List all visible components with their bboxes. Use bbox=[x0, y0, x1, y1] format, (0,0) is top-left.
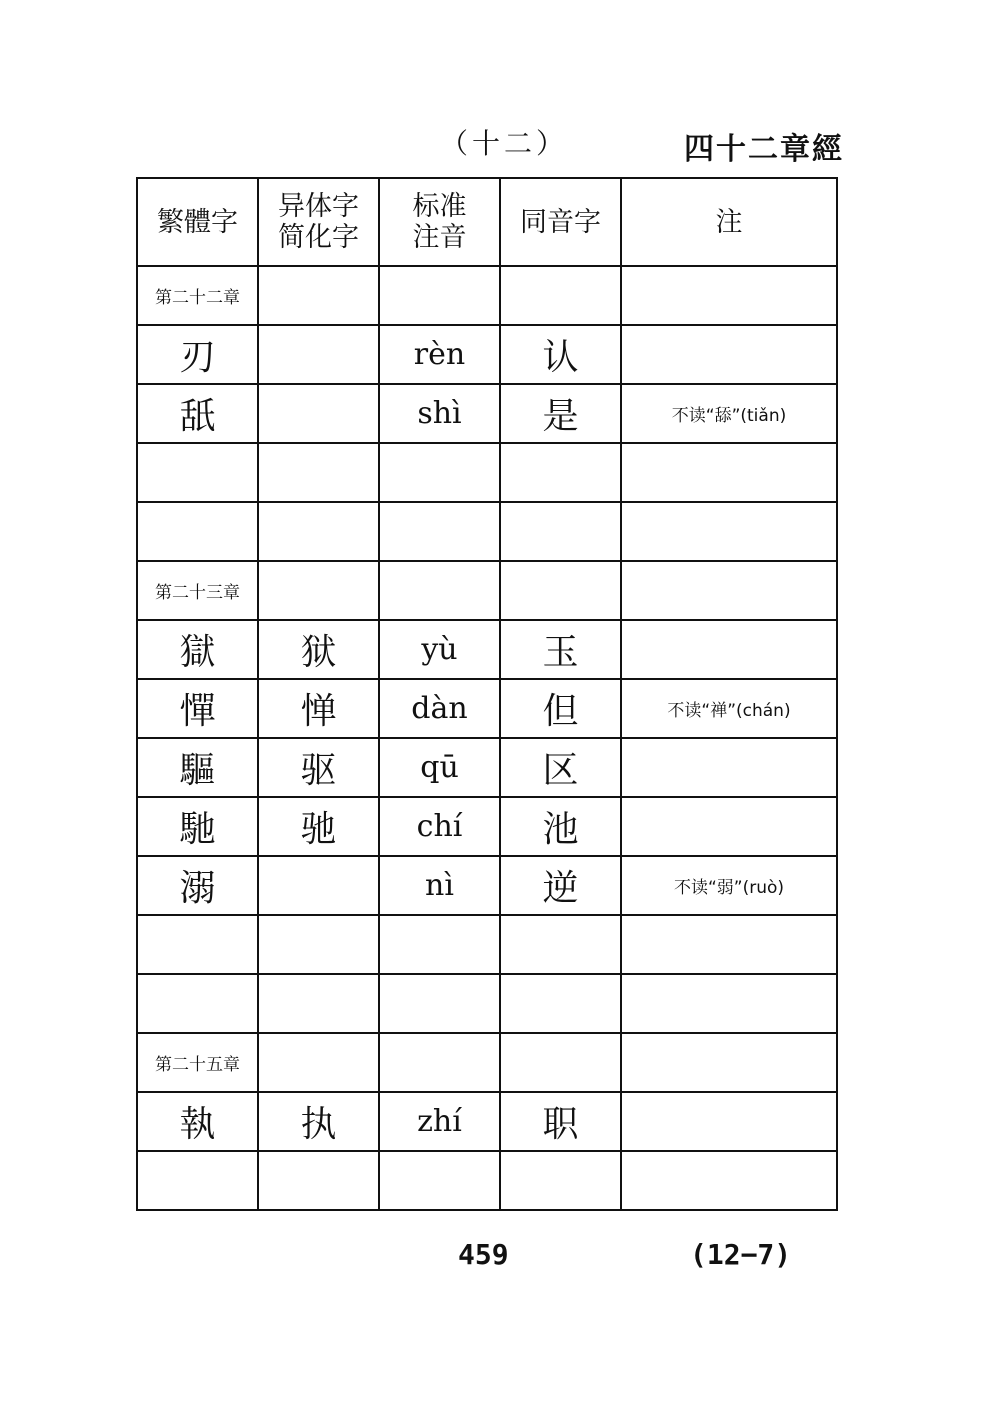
traditional-char: 驅 bbox=[137, 738, 258, 797]
character-table bbox=[136, 177, 838, 1211]
empty-cell bbox=[621, 443, 837, 502]
homophone-char: 职 bbox=[500, 1092, 621, 1151]
simplified-char: 驱 bbox=[258, 738, 379, 797]
table-row bbox=[137, 856, 837, 915]
pinyin: yù bbox=[379, 620, 500, 679]
chapter-label: 第二十五章 bbox=[137, 1033, 258, 1092]
blank-row bbox=[137, 915, 837, 974]
empty-cell bbox=[621, 1033, 837, 1092]
blank-row bbox=[137, 974, 837, 1033]
table-row bbox=[137, 679, 837, 738]
empty-cell bbox=[258, 1033, 379, 1092]
empty-cell bbox=[137, 502, 258, 561]
empty-cell bbox=[500, 1033, 621, 1092]
chapter-label: 第二十三章 bbox=[137, 561, 258, 620]
empty-cell bbox=[500, 1151, 621, 1210]
homophone-char: 认 bbox=[500, 325, 621, 384]
chapter-row bbox=[137, 1033, 837, 1092]
traditional-char: 憚 bbox=[137, 679, 258, 738]
simplified-char bbox=[258, 856, 379, 915]
traditional-char: 馳 bbox=[137, 797, 258, 856]
col-header-pinyin: 标准 注音 bbox=[379, 178, 500, 266]
simplified-char: 驰 bbox=[258, 797, 379, 856]
empty-cell bbox=[621, 1151, 837, 1210]
empty-cell bbox=[379, 443, 500, 502]
empty-cell bbox=[379, 974, 500, 1033]
homophone-char: 是 bbox=[500, 384, 621, 443]
empty-cell bbox=[137, 915, 258, 974]
col-header-note: 注 bbox=[621, 178, 837, 266]
empty-cell bbox=[379, 1033, 500, 1092]
note bbox=[621, 1092, 837, 1151]
simplified-char bbox=[258, 384, 379, 443]
pinyin: dàn bbox=[379, 679, 500, 738]
col-header-traditional: 繁體字 bbox=[137, 178, 258, 266]
col-header-simplified: 异体字 简化字 bbox=[258, 178, 379, 266]
empty-cell bbox=[500, 561, 621, 620]
empty-cell bbox=[258, 1151, 379, 1210]
homophone-char: 池 bbox=[500, 797, 621, 856]
empty-cell bbox=[621, 974, 837, 1033]
homophone-char: 玉 bbox=[500, 620, 621, 679]
chapter-label: 第二十二章 bbox=[137, 266, 258, 325]
empty-cell bbox=[621, 502, 837, 561]
pinyin: nì bbox=[379, 856, 500, 915]
traditional-char: 舐 bbox=[137, 384, 258, 443]
note: 不读“舔”(tiǎn) bbox=[621, 384, 837, 443]
pinyin: chí bbox=[379, 797, 500, 856]
col-header-homophone: 同音字 bbox=[500, 178, 621, 266]
table-row bbox=[137, 797, 837, 856]
empty-cell bbox=[500, 443, 621, 502]
empty-cell bbox=[500, 974, 621, 1033]
empty-cell bbox=[379, 1151, 500, 1210]
simplified-char bbox=[258, 325, 379, 384]
homophone-char: 区 bbox=[500, 738, 621, 797]
empty-cell bbox=[258, 974, 379, 1033]
traditional-char: 刃 bbox=[137, 325, 258, 384]
traditional-char: 執 bbox=[137, 1092, 258, 1151]
blank-row bbox=[137, 502, 837, 561]
simplified-char: 执 bbox=[258, 1092, 379, 1151]
empty-cell bbox=[621, 266, 837, 325]
pinyin: rèn bbox=[379, 325, 500, 384]
empty-cell bbox=[379, 502, 500, 561]
traditional-char: 溺 bbox=[137, 856, 258, 915]
table-row bbox=[137, 620, 837, 679]
blank-row bbox=[137, 1151, 837, 1210]
pinyin: qū bbox=[379, 738, 500, 797]
empty-cell bbox=[258, 266, 379, 325]
simplified-char: 惮 bbox=[258, 679, 379, 738]
page-number: 459 bbox=[458, 1238, 509, 1271]
empty-cell bbox=[379, 561, 500, 620]
empty-cell bbox=[500, 502, 621, 561]
empty-cell bbox=[258, 443, 379, 502]
traditional-char: 獄 bbox=[137, 620, 258, 679]
blank-row bbox=[137, 443, 837, 502]
note bbox=[621, 620, 837, 679]
pinyin: zhí bbox=[379, 1092, 500, 1151]
simplified-char: 狱 bbox=[258, 620, 379, 679]
page-code: (12−7) bbox=[690, 1238, 792, 1271]
homophone-char: 逆 bbox=[500, 856, 621, 915]
empty-cell bbox=[621, 561, 837, 620]
empty-cell bbox=[258, 561, 379, 620]
note bbox=[621, 325, 837, 384]
table-row bbox=[137, 738, 837, 797]
note bbox=[621, 738, 837, 797]
pinyin: shì bbox=[379, 384, 500, 443]
chapter-row bbox=[137, 266, 837, 325]
table-row bbox=[137, 325, 837, 384]
section-number: （十二） bbox=[440, 127, 569, 160]
table-row bbox=[137, 384, 837, 443]
empty-cell bbox=[621, 915, 837, 974]
note: 不读“禅”(chán) bbox=[621, 679, 837, 738]
empty-cell bbox=[500, 266, 621, 325]
homophone-char: 但 bbox=[500, 679, 621, 738]
empty-cell bbox=[500, 915, 621, 974]
note: 不读“弱”(ruò) bbox=[621, 856, 837, 915]
empty-cell bbox=[258, 502, 379, 561]
table-row bbox=[137, 1092, 837, 1151]
empty-cell bbox=[137, 974, 258, 1033]
empty-cell bbox=[137, 443, 258, 502]
empty-cell bbox=[379, 915, 500, 974]
empty-cell bbox=[137, 1151, 258, 1210]
note bbox=[621, 797, 837, 856]
book-title: 四十二章經 bbox=[684, 132, 844, 167]
chapter-row bbox=[137, 561, 837, 620]
empty-cell bbox=[258, 915, 379, 974]
empty-cell bbox=[379, 266, 500, 325]
